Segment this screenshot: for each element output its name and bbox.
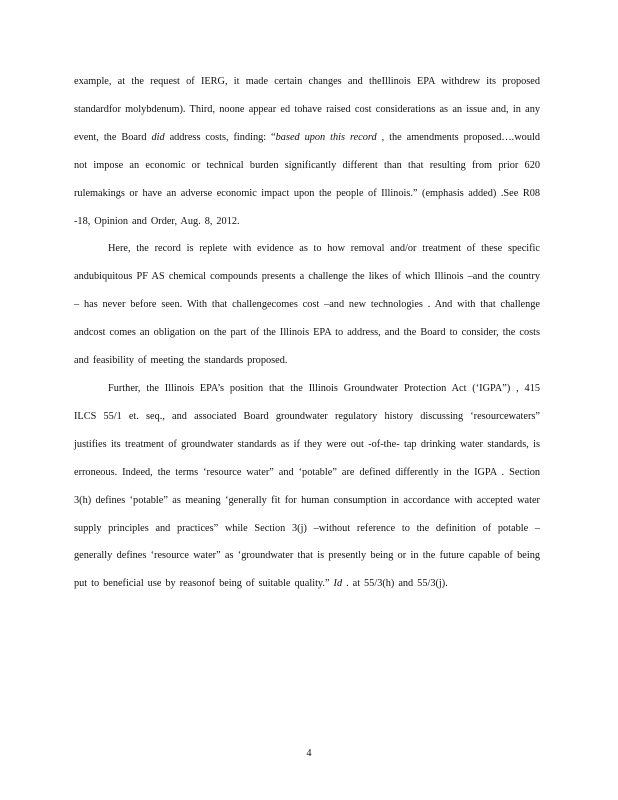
italic-id: Id (333, 578, 343, 590)
paragraph-2: Here, the record is replete with evidence as to how removal and/or treatment of these specific andubiquitous PF AS chemical compounds presents a challenge the likes of which Illinois –and the country – has never before seen. With that challengecomes cost –and new technologies . And with that challenge andcost comes an obligation on the part of the Illinois EPA to address, and the Board to consider, the costs and feasibility of meeting the standards proposed. (74, 243, 540, 367)
italic-did: did (151, 131, 165, 143)
document-body (74, 68, 540, 598)
paragraph-1-text-a: example, at the request of IERG, it made certain changes and theIllinois EPA withdrew its proposed standardfor molybdenum). Third, noone appear ed tohave raised cost considerations as an issue and, in any event, the Board (74, 76, 540, 143)
paragraph-3-text-a: Further, the Illinois EPA’s position that the Illinois Groundwater Protection Act (‘IGPA”) , 415 ILCS 55/1 et. seq., and associated Board groundwater regulatory history discussing ‘resourcewaters” justifies its treatment of groundwater standards as if they were out -of-the- tap drinking water standards, is erroneous. Indeed, the terms ‘resource water” and ‘potable” are defined differently in the IGPA . Section 3(h) defines ‘potable” as meaning ‘generally fit for human consumption in accordance with accepted water supply principles and practices” while Section 3(j) –without reference to the definition of potable –generally defines ‘resource water” as ‘groundwater that is presently being or in the future capable of being put to beneficial use by reasonof being of suitable quality.” (74, 382, 540, 590)
paragraph-1-text-b: address costs, finding: “ (164, 131, 276, 143)
paragraph-1 (74, 68, 540, 235)
italic-quote: based upon this record (275, 131, 377, 143)
paragraph-3-text-b: . at 55/3(h) and 55/3(j). (342, 578, 448, 590)
page-number: 4 (306, 748, 312, 759)
paragraph-3 (74, 375, 540, 598)
paragraph-1-text-c: , the amendments proposed….would not impose an economic or technical burden significantly different than that resulting from prior 620 rulemakings or have an adverse economic impact upon the people of Illinois.” (emphasis added) .See R08 -18, Opinion and Order, Aug. 8, 2012. (74, 131, 540, 227)
